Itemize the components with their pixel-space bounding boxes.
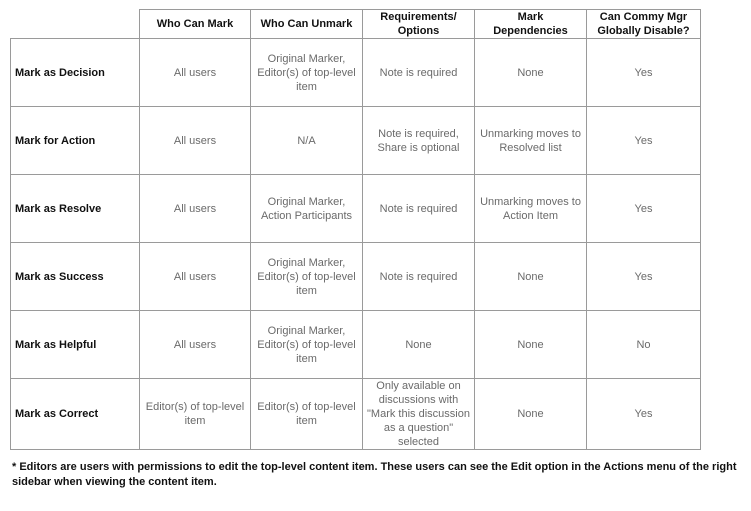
table-cell: Yes	[587, 107, 701, 175]
table-cell: Unmarking moves to Action Item	[475, 175, 587, 243]
table-cell: Original Marker, Editor(s) of top-level item	[251, 39, 363, 107]
table-row	[11, 175, 701, 243]
table-cell: None	[475, 243, 587, 311]
table-cell: Original Marker, Editor(s) of top-level item	[251, 311, 363, 379]
header-global-disable: Can Commy Mgr Globally Disable?	[587, 10, 701, 39]
header-who-can-unmark: Who Can Unmark	[251, 10, 363, 39]
header-mark-dependencies: Mark Dependencies	[475, 10, 587, 39]
table-cell: No	[587, 311, 701, 379]
corner-cell	[11, 10, 140, 39]
table-cell: All users	[140, 39, 251, 107]
table-cell: Yes	[587, 379, 701, 450]
row-label: Mark as Correct	[11, 379, 140, 450]
table-cell: Yes	[587, 175, 701, 243]
row-label: Mark as Resolve	[11, 175, 140, 243]
row-label: Mark as Success	[11, 243, 140, 311]
table-cell: Note is required	[363, 243, 475, 311]
table-cell: Only available on discussions with "Mark this discussion as a question" selected	[363, 379, 475, 450]
permissions-table	[10, 9, 701, 450]
table-cell: Note is required, Share is optional	[363, 107, 475, 175]
header-requirements-options: Requirements/ Options	[363, 10, 475, 39]
table-cell: Yes	[587, 39, 701, 107]
header-who-can-mark: Who Can Mark	[140, 10, 251, 39]
table-cell: All users	[140, 175, 251, 243]
table-row	[11, 243, 701, 311]
table-cell: None	[363, 311, 475, 379]
table-row	[11, 311, 701, 379]
table-cell: Original Marker, Action Participants	[251, 175, 363, 243]
table-cell: Note is required	[363, 175, 475, 243]
table-cell: All users	[140, 107, 251, 175]
footnote: * Editors are users with permissions to edit the top-level content item. These users can see the Edit option in the Actions menu of the right sidebar when viewing the content item.	[12, 461, 737, 488]
table-cell: All users	[140, 311, 251, 379]
table-cell: Yes	[587, 243, 701, 311]
table-cell: Editor(s) of top-level item	[140, 379, 251, 450]
row-label: Mark as Decision	[11, 39, 140, 107]
table-cell: N/A	[251, 107, 363, 175]
table-cell: Unmarking moves to Resolved list	[475, 107, 587, 175]
table-row	[11, 379, 701, 450]
row-label: Mark as Helpful	[11, 311, 140, 379]
table-cell: None	[475, 379, 587, 450]
table-cell: Editor(s) of top-level item	[251, 379, 363, 450]
table-row	[11, 39, 701, 107]
table-cell: Note is required	[363, 39, 475, 107]
table-cell: None	[475, 311, 587, 379]
header-row	[11, 10, 701, 39]
table-cell: All users	[140, 243, 251, 311]
table-row	[11, 107, 701, 175]
table-cell: Original Marker, Editor(s) of top-level item	[251, 243, 363, 311]
row-label: Mark for Action	[11, 107, 140, 175]
table-cell: None	[475, 39, 587, 107]
